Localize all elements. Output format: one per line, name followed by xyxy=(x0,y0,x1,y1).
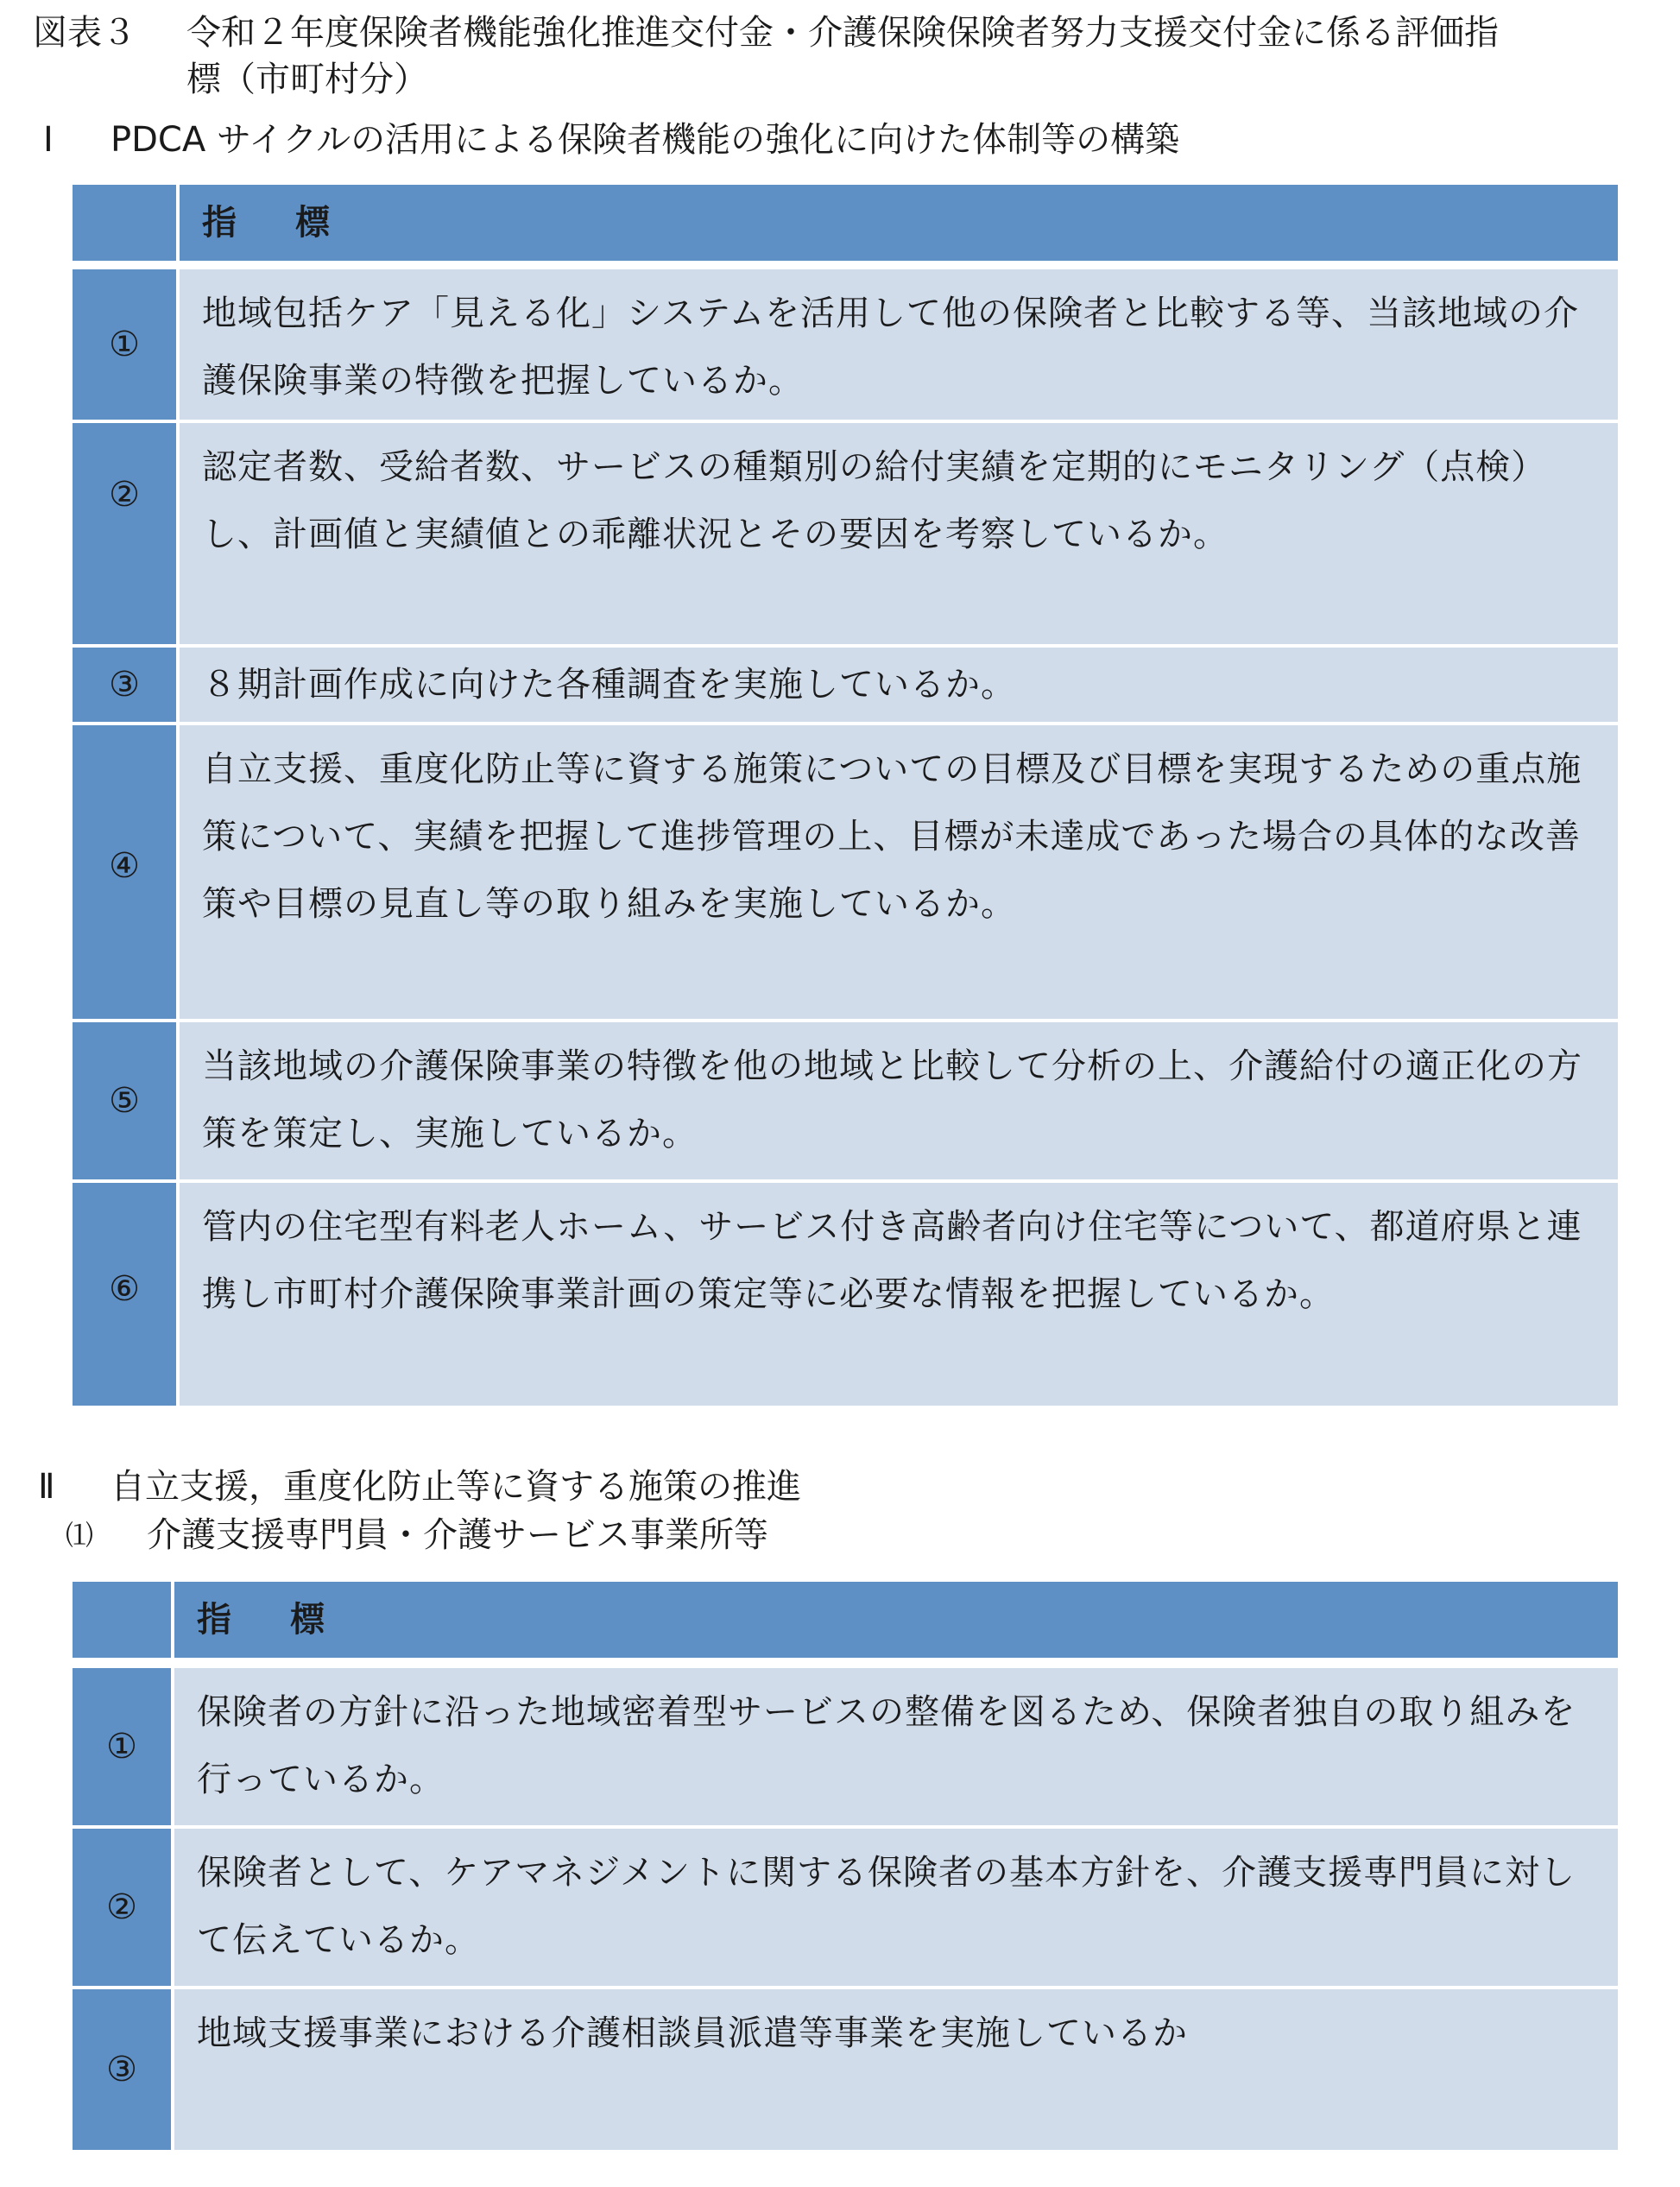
table-row xyxy=(73,648,1618,722)
row-number: ④ xyxy=(73,725,176,1019)
table-header-row xyxy=(73,185,1618,261)
row-number: ③ xyxy=(73,648,176,722)
row-number: ② xyxy=(73,423,176,644)
row-text: ８期計画作成に向けた各種調査を実施しているか。 xyxy=(180,648,1618,722)
row-text: 保険者として、ケアマネジメントに関する保険者の基本方針を、介護支援専門員に対して伝えているか。 xyxy=(174,1829,1618,1986)
table-row xyxy=(73,1022,1618,1179)
section2-number: Ⅱ xyxy=(38,1467,55,1507)
row-text: 保険者の方針に沿った地域密着型サービスの整備を図るため、保険者独自の取り組みを行っているか。 xyxy=(174,1668,1618,1825)
row-text: 自立支援、重度化防止等に資する施策についての目標及び目標を実現するための重点施策について、実績を把握して進捗管理の上、目標が未達成であった場合の具体的な改善策や目標の見直し等の取り組みを実施しているか。 xyxy=(180,725,1618,1019)
row-text: 管内の住宅型有料老人ホーム、サービス付き高齢者向け住宅等について、都道府県と連携し市町村介護保険事業計画の策定等に必要な情報を把握しているか。 xyxy=(180,1183,1618,1406)
subsection-number: ⑴ xyxy=(66,1519,94,1552)
section1-title: PDCA サイクルの活用による保険者機能の強化に向けた体制等の構築 xyxy=(111,120,1180,160)
header-label: 指 標 xyxy=(180,185,1618,261)
header-num-cell xyxy=(73,1582,171,1658)
table-row xyxy=(73,1989,1618,2150)
row-text: 認定者数、受給者数、サービスの種類別の給付実績を定期的にモニタリング（点検）し、計画値と実績値との乖離状況とその要因を考察しているか。 xyxy=(180,423,1618,644)
section2-title: 自立支援，重度化防止等に資する施策の推進 xyxy=(111,1467,801,1507)
figure-title-line1: 令和２年度保険者機能強化推進交付金・介護保険保険者努力支援交付金に係る評価指 xyxy=(186,13,1499,53)
row-number: ② xyxy=(73,1829,171,1986)
row-number: ① xyxy=(73,269,176,420)
header-label: 指 標 xyxy=(174,1582,1618,1658)
row-number: ③ xyxy=(73,1989,171,2150)
header-num-cell xyxy=(73,185,176,261)
row-number: ⑤ xyxy=(73,1022,176,1179)
section1-table xyxy=(73,185,1618,1413)
table-row xyxy=(73,423,1618,644)
row-text: 当該地域の介護保険事業の特徴を他の地域と比較して分析の上、介護給付の適正化の方策を策定し、実施しているか。 xyxy=(180,1022,1618,1179)
section2-table xyxy=(73,1582,1618,2152)
row-text: 地域包括ケア「見える化」システムを活用して他の保険者と比較する等、当該地域の介護保険事業の特徴を把握しているか。 xyxy=(180,269,1618,420)
row-text: 地域支援事業における介護相談員派遣等事業を実施しているか xyxy=(174,1989,1618,2150)
table-row xyxy=(73,269,1618,420)
table-row xyxy=(73,1183,1618,1406)
table-row xyxy=(73,1829,1618,1986)
table-header-row xyxy=(73,1582,1618,1658)
figure-title-line2: 標（市町村分） xyxy=(186,60,428,99)
row-number: ① xyxy=(73,1668,171,1825)
subsection-title: 介護支援専門員・介護サービス事業所等 xyxy=(147,1515,768,1555)
row-number: ⑥ xyxy=(73,1183,176,1406)
table-row xyxy=(73,1668,1618,1825)
section1-number: Ⅰ xyxy=(43,120,54,160)
figure-label: 図表３ xyxy=(33,13,136,53)
table-row xyxy=(73,725,1618,1019)
